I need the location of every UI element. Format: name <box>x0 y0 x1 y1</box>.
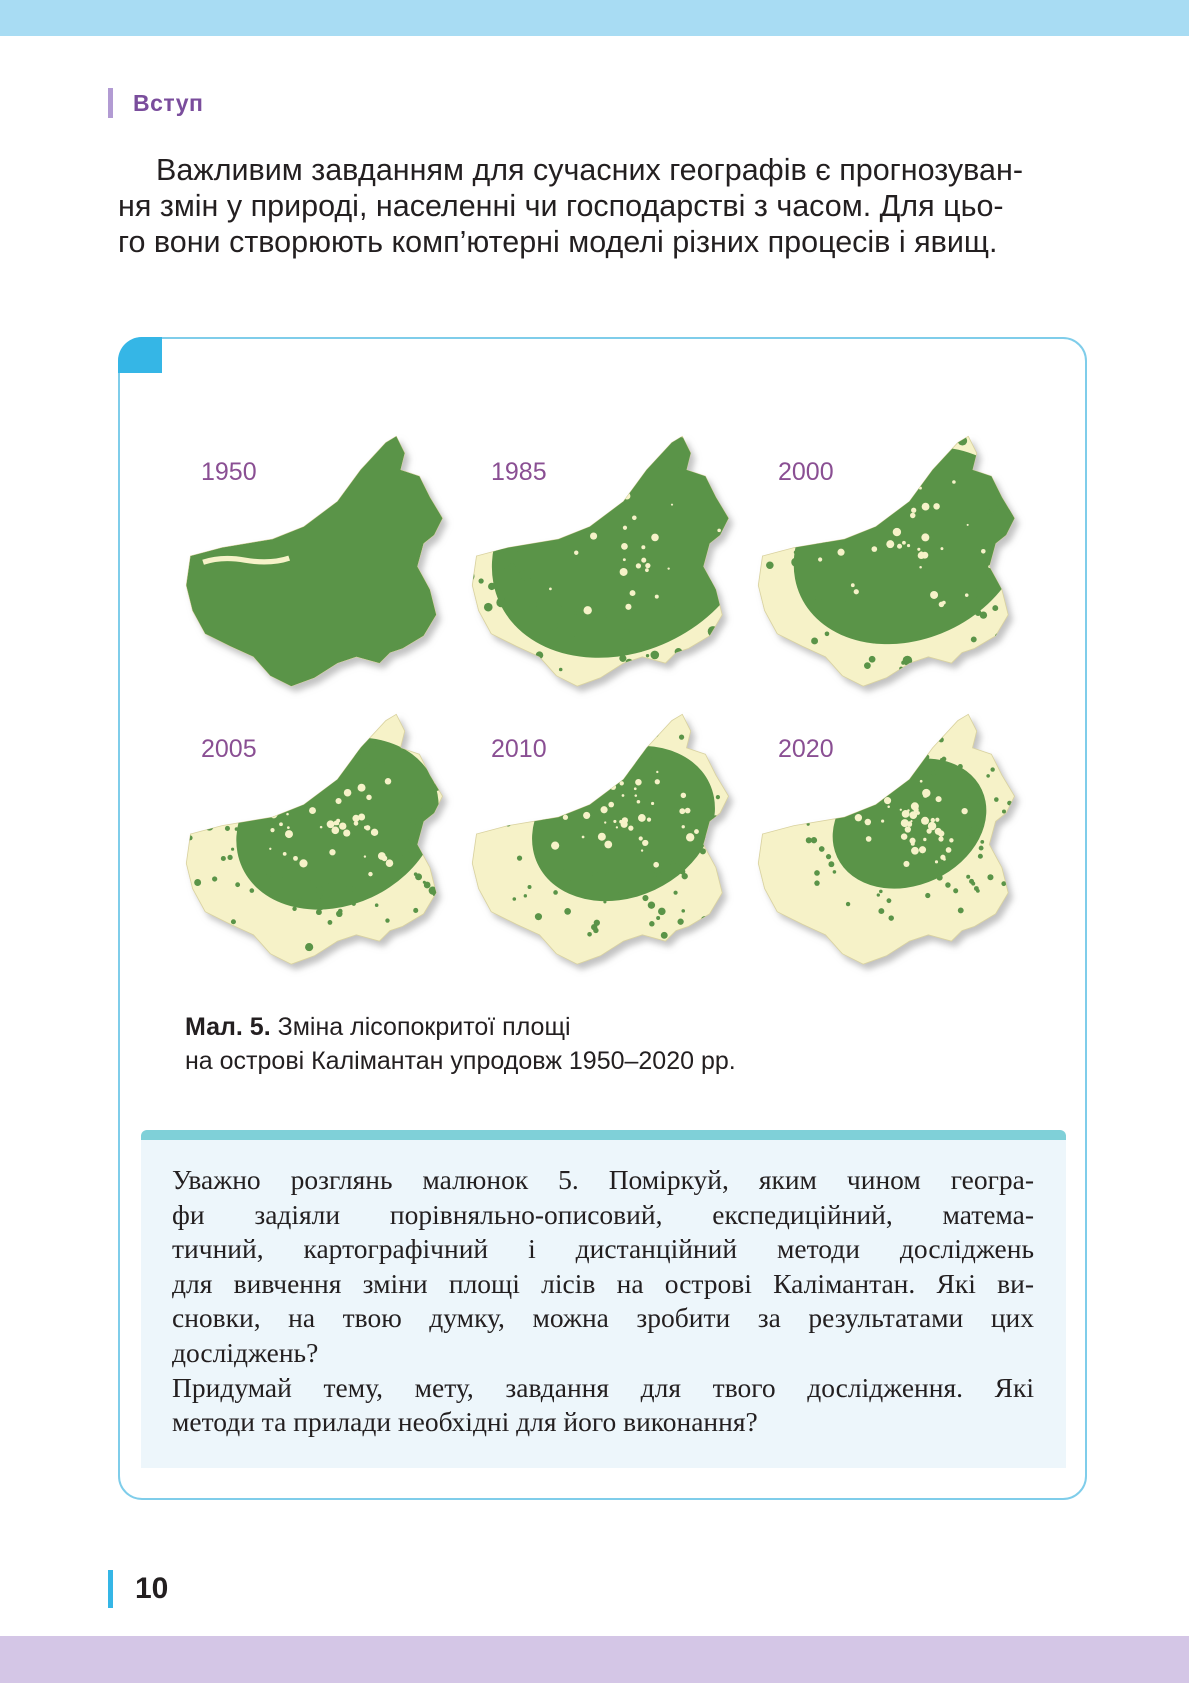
figure-caption <box>185 1010 985 1078</box>
task-line: тичний, картографічний і дистанційний методи досліджень <box>172 1233 1034 1265</box>
map-year-label: 2000 <box>778 458 834 486</box>
task-line: Придумай тему, мету, завдання для твого дослідження. Які <box>172 1371 1034 1403</box>
page-number-bar <box>108 1570 113 1608</box>
forest-cover <box>411 379 843 699</box>
island-map-1985 <box>411 379 843 699</box>
section-label: Вступ <box>133 89 204 116</box>
map-year-label: 2005 <box>201 735 257 763</box>
task-line: Уважно розглянь малюнок 5. Поміркуй, яким чином геогра- <box>172 1164 1034 1195</box>
page-number <box>108 1570 168 1608</box>
page-number-text: 10 <box>135 1572 169 1605</box>
task-line: фи задіяли порівняльно-описовий, експедиційний, матема- <box>172 1198 1034 1230</box>
intro-line: Важливим завданням для сучасних географів є прогнозуван- <box>156 153 1023 187</box>
task-line: методи та прилади необхідні для його виконання? <box>172 1406 758 1438</box>
caption-title: Зміна лісопокритої площі <box>270 1013 571 1041</box>
map-year-label: 1985 <box>491 458 547 486</box>
caption-line-2: на острові Калімантан упродовж 1950–2020 рр. <box>185 1047 736 1075</box>
bottom-color-band <box>0 1636 1189 1683</box>
task-line: сновки, на твою думку, можна зробити за результатами цих <box>172 1302 1034 1334</box>
map-year-label: 2020 <box>778 735 834 763</box>
maps-layer <box>177 379 1080 964</box>
intro-line: го вони створюють комп’ютерні моделі різних процесів і явищ. <box>118 225 998 259</box>
map-year-label: 1950 <box>201 458 257 486</box>
caption-line-1 <box>185 1010 985 1044</box>
map-year-label: 2010 <box>491 735 547 763</box>
task-text <box>172 1163 1034 1440</box>
intro-line: ня змін у природі, населенні чи господарстві з часом. Для цьо- <box>118 189 1004 223</box>
caption-label: Мал. 5. <box>185 1013 271 1041</box>
island-map-2000 <box>717 400 1080 692</box>
task-line: досліджень? <box>172 1336 319 1368</box>
task-line: для вивчення зміни площі лісів на острові Калімантан. Які ви- <box>172 1267 1034 1299</box>
